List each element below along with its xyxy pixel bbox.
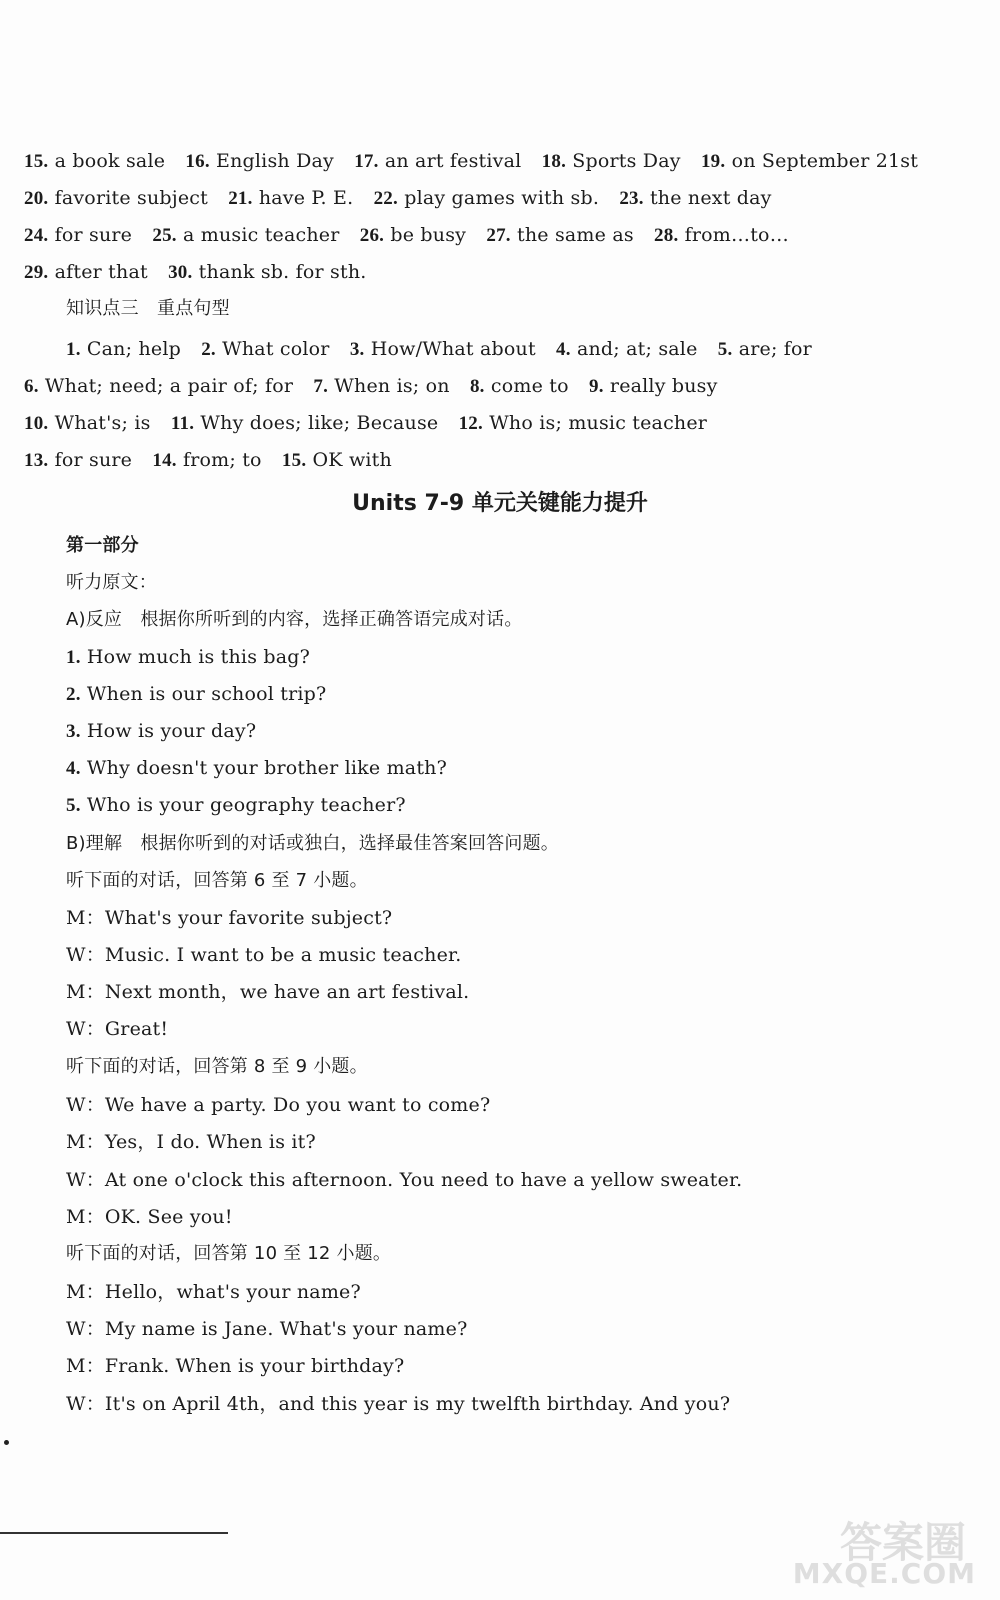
item-text: English Day [216,150,334,172]
item-text: How/What about [370,338,536,360]
item-text: from…to… [684,224,789,246]
dialog-line: W：Music. I want to be a music teacher. [66,944,462,966]
item-text: Sports Day [572,150,681,172]
dialog-line: W：We have a party. Do you want to come? [66,1094,491,1116]
item-text: When is; on [334,375,450,397]
dialog-line: M：Next month，we have an art festival. [66,981,470,1003]
item-text: How much is this bag? [86,646,311,668]
item-number: 6. [24,376,39,397]
watermark-top-text: 答案圈 [839,1518,966,1567]
item-number: 23. [619,188,644,209]
dialog-line: W：At one o'clock this afternoon. You need to have a yellow sweater. [66,1169,743,1191]
part-heading: 第一部分 [66,535,139,556]
item-number: 27. [486,225,511,246]
item-text: for sure [54,224,133,246]
item-number: 29. [24,262,49,283]
question-4 [66,755,447,782]
section-a-instructions: A)反应 根据你所听到的内容，选择正确答语完成对话。 [66,609,523,630]
footer-rule [0,1532,228,1534]
item-text: When is our school trip? [86,683,327,705]
item-number: 2. [66,684,81,705]
item-number: 15. [281,450,307,471]
item-number: 22. [373,188,398,209]
item-text: What's; is [54,412,151,434]
section-b-instructions: B)理解 根据你听到的对话或独白，选择最佳答案回答问题。 [66,833,559,854]
item-number: 17. [354,151,379,172]
vocab-line-3 [24,222,789,249]
item-number: 4. [556,339,571,360]
margin-dot [4,1440,9,1445]
item-text: really busy [609,375,718,397]
item-text: a music teacher [182,224,340,246]
item-number: 3. [349,339,365,360]
item-number: 20. [24,188,49,209]
dialog-line: W：It's on April 4th，and this year is my twelfth birthday. And you? [66,1393,731,1415]
sentence-line-2 [24,373,718,400]
item-text: OK with [312,449,392,471]
listening-label: 听力原文： [66,572,157,593]
dialog-line: M：Hello，what's your name? [66,1281,361,1303]
item-number: 12. [458,413,483,434]
item-number: 28. [654,225,679,246]
item-number: 15. [24,151,49,172]
item-number: 4. [66,758,81,779]
item-text: How is your day? [86,720,257,742]
sentence-line-1 [66,336,812,363]
question-1 [66,644,310,671]
item-text: on September 21st [731,150,919,172]
unit-title: Units 7-9 单元关键能力提升 [352,491,648,516]
item-number: 11. [170,413,195,434]
question-3 [66,718,256,745]
dialog-line: M：What's your favorite subject? [66,907,393,929]
item-text: have P. E. [258,187,354,209]
item-number: 19. [700,151,726,172]
item-text: thank sb. for sth. [198,261,367,283]
item-text: What; need; a pair of; for [44,375,294,397]
item-text: Who is your geography teacher? [86,794,406,816]
dialog-intro: 听下面的对话，回答第 10 至 12 小题。 [66,1243,392,1264]
question-2 [66,681,326,708]
watermark-bottom-text: MXQE.COM [792,1557,976,1590]
item-text: a book sale [54,150,166,172]
item-number: 3. [66,721,81,742]
item-number: 5. [66,795,81,816]
item-number: 21. [228,188,253,209]
item-number: 5. [717,339,733,360]
item-text: be busy [390,224,467,246]
item-text: an art festival [384,150,522,172]
item-number: 30. [168,262,193,283]
item-number: 9. [589,376,604,397]
item-number: 16. [185,151,210,172]
item-number: 25. [152,225,177,246]
item-number: 8. [469,376,485,397]
item-text: play games with sb. [404,187,600,209]
dialog-line: M：OK. See you! [66,1206,233,1228]
item-number: 24. [24,225,49,246]
item-text: Who is; music teacher [489,412,708,434]
item-text: Why doesn't your brother like math? [86,757,447,779]
vocab-line-2 [24,185,772,212]
watermark-logo [756,1510,976,1590]
item-text: favorite subject [54,187,208,209]
dialog-intro: 听下面的对话，回答第 6 至 7 小题。 [66,870,368,891]
vocab-line-4 [24,259,367,286]
item-text: after that [54,261,148,283]
item-number: 1. [66,647,81,668]
item-text: are; for [738,338,812,360]
item-text: What color [222,338,330,360]
item-text: from; to [182,449,262,471]
item-number: 18. [541,151,567,172]
sentence-line-4 [24,447,392,474]
item-text: the same as [516,224,634,246]
item-number: 1. [66,339,81,360]
vocab-line-1 [24,148,918,175]
item-text: come to [490,375,569,397]
item-text: the next day [649,187,772,209]
section-heading: 知识点三 重点句型 [66,298,230,319]
item-number: 13. [24,450,49,471]
item-text: Can; help [86,338,181,360]
question-5 [66,792,406,819]
item-text: Why does; like; Because [200,412,439,434]
sentence-line-3 [24,410,707,437]
item-number: 10. [24,413,49,434]
dialog-line: W：My name is Jane. What's your name? [66,1318,468,1340]
dialog-line: W：Great! [66,1018,169,1040]
item-text: for sure [54,449,133,471]
item-number: 26. [359,225,385,246]
item-number: 14. [152,450,177,471]
item-number: 2. [201,339,216,360]
item-text: and; at; sale [576,338,698,360]
dialog-line: M：Yes，I do. When is it? [66,1131,316,1153]
dialog-line: M：Frank. When is your birthday? [66,1355,405,1377]
item-number: 7. [313,376,329,397]
dialog-intro: 听下面的对话，回答第 8 至 9 小题。 [66,1056,368,1077]
